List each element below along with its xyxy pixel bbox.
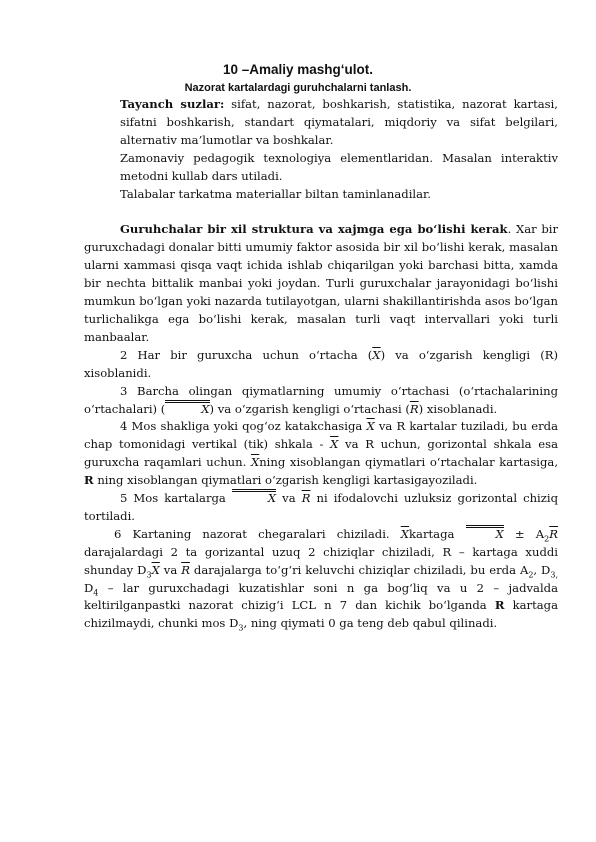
paragraph-materials: Talabalar tarkatma materiallar biltan taminlanadilar.: [120, 186, 431, 201]
r-bar-symbol: $\overline{R}$: [301, 491, 311, 506]
paragraph-step-4: 4 Mos shakliga yoki qog‘oz katakchasiga $\overline{X}$ va R kartalar tuziladi, bu erda chap tomonidagi vertikal (tik) shkala - $\overline{X}$ va R uchun, gorizontal shkala esa guruxcha raqamlari uchun. $\overline{X}ning$ xisoblangan qiymatlari o‘rtachalar kartasiga, R ning xisoblangan qiymatlari o‘zgarish kengligi kartasigayoziladi.: [84, 419, 559, 488]
paragraph-step-5: 5 Mos kartalarga X va $\overline{R}$ ni ifodalovchi uzluksiz gorizontal chiziq tortiladi.: [84, 491, 558, 523]
r-bar-symbol: $\overline{R}$: [549, 526, 558, 541]
x-bar-symbol: $\overline{X}$: [400, 526, 410, 541]
x-bar-symbol: $\overline{X}$: [330, 437, 339, 452]
x-bar-symbol: $\overline{X}$: [372, 347, 381, 362]
paragraph-groups: Guruhchalar bir xil struktura va xajmga ega bo‘lishi kerak. Xar bir guruxchadagi donalar bitti umumiy faktor asosida bir xil bo‘lishi kerak, masalan ularni xammasi qisqa vaqt ichida ishlab chiqarilgan yoki barchasi bitta, xamda bir nechta bittalik manbai yoki joydan. Turli guruxchalar jarayonidagi bo‘lishi mumkun bo‘lgan yoki nazarda tutilayotgan, ularni shakillantirishda asos bo‘lgan turlichalikga ega bo‘lishi kerak, masalan turli vaqt intervallari yoki turli manbaalar.: [84, 222, 559, 344]
document-body: [84, 96, 558, 633]
x-bar-symbol: $\overline{X}$: [366, 419, 375, 434]
r-bar-symbol: $\overline{R}$: [181, 562, 190, 577]
x-double-bar-symbol: X: [232, 490, 276, 508]
x-double-bar-symbol: X: [466, 526, 504, 544]
paragraph-step-6: 6 Kartaning nazorat chegaralari chiziladi. $\overline{X}kartaga$ $X \pm A_2\overline{R}$ darajalardagi 2 ta gorizantal uzuq 2 chiziqlar chiziladi, R – kartaga xuddi shunday $D_3\overline{X}$ va $\overline{R}$ darajalarga to‘g‘ri keluvchi chiziqlar chiziladi, bu erda $A_2$, $D_{3,}$ $D_4$ – lar guruxchadagi kuzatishlar soni n ga bog‘liq va u 2 – jadvalda keltirilganpastki nazorat chizig‘i LCL n 7 dan kichik bo‘lganda R kartaga chizilmaydi, chunki mos $D_3$, ning qiymati 0 ga teng deb qabul qilinadi.: [84, 526, 558, 633]
paragraph-step-2: 2 Har bir guruxcha uchun o‘rtacha $(\overline{X})$ va o‘zgarish kengligi (R) xisoblanidi.: [84, 347, 558, 380]
paragraph-technology: Zamonaviy pedagogik texnologiya elementlaridan. Masalan interaktiv metodni kullab dars utiladi.: [120, 150, 558, 183]
page-title: 10 –Amaliy mashg‘ulot.: [222, 62, 374, 77]
paragraph-keywords: Tayanch suzlar: sifat, nazorat, boshkarish, statistika, nazorat kartasi, sifatni boshkarish, standart qiymatalari, miqdoriy va sifat belgilari, alternativ ma’lumotlar va boshkalar.: [120, 97, 558, 147]
paragraph-step-3: 3 Barcha olingan qiymatlarning umumiy o‘rtachasi (o‘rtachalarining o‘rtachalari) ( X) va o‘zgarish kengligi o‘rtachasi $(\overline{R})$ xisoblanadi.: [84, 383, 558, 419]
r-bar-symbol: $\overline{R}$: [409, 401, 419, 416]
x-double-bar-symbol: X: [165, 401, 209, 419]
x-bar-symbol: $\overline{X}$: [250, 455, 260, 470]
x-bar-symbol: $\overline{X}$: [151, 562, 160, 577]
page-subtitle: Nazorat kartalardagi guruhchalarni tanlash.: [184, 82, 412, 94]
